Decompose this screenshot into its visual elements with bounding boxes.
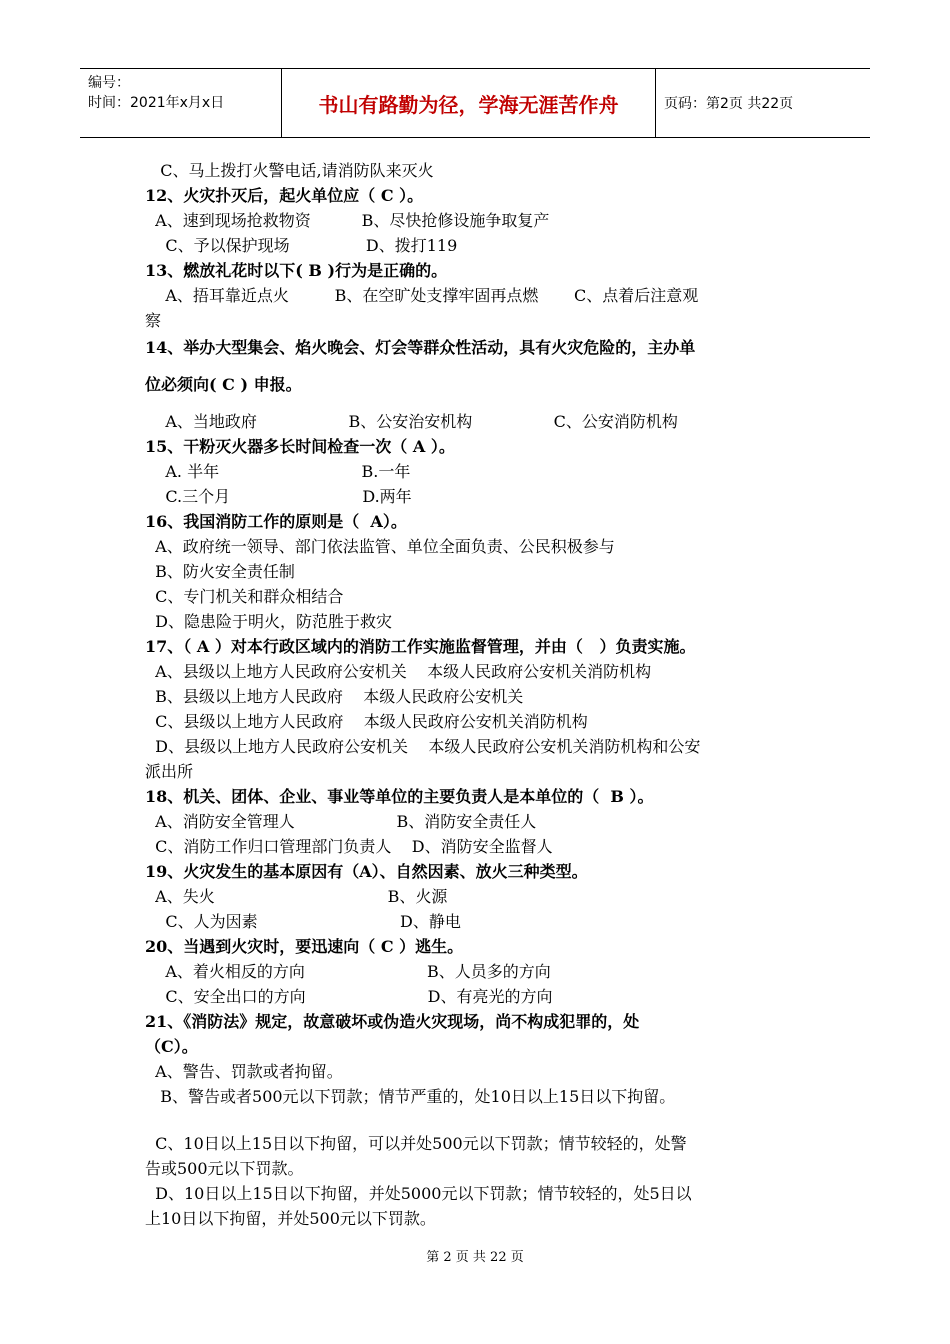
option-line: B、县级以上地方人民政府 本级人民政府公安机关	[145, 687, 524, 706]
option-line: C、人为因素 D、静电	[145, 912, 461, 931]
option-line: A、速到现场抢救物资 B、尽快抢修设施争取复产	[145, 211, 550, 230]
question-19: 19、火灾发生的基本原因有（A）、自然因素、放火三种类型。	[145, 862, 588, 881]
question-15: 15、干粉灭火器多长时间检查一次（ A ）。	[145, 437, 455, 456]
option-line-cont: 察	[145, 311, 162, 330]
option-line: D、10日以上15日以下拘留，并处5000元以下罚款；情节较轻的，处5日以	[145, 1184, 692, 1203]
option-line: C、县级以上地方人民政府 本级人民政府公安机关消防机构	[145, 712, 588, 731]
option-line: A、着火相反的方向 B、人员多的方向	[145, 962, 551, 981]
question-21: 21、《消防法》规定，故意破坏或伪造火灾现场，尚不构成犯罪的，处	[145, 1012, 640, 1031]
option-line: A、警告、罚款或者拘留。	[145, 1062, 343, 1081]
option-line: A、捂耳靠近点火 B、在空旷处支撑牢固再点燃 C、点着后注意观	[145, 286, 699, 305]
option-line: D、县级以上地方人民政府公安机关 本级人民政府公安机关消防机构和公安	[145, 737, 701, 756]
option-line: B、防火安全责任制	[145, 562, 295, 581]
question-18: 18、机关、团体、企业、事业等单位的主要负责人是本单位的（ B ）。	[145, 787, 654, 806]
document-body	[145, 158, 815, 1231]
spacer	[145, 360, 815, 372]
option-line: C、消防工作归口管理部门负责人 D、消防安全监督人	[145, 837, 553, 856]
code-label: 编号：	[88, 75, 130, 91]
option-line: A、县级以上地方人民政府公安机关 本级人民政府公安机关消防机构	[145, 662, 652, 681]
option-line: C、马上拨打火警电话,请消防队来灭火	[145, 161, 434, 180]
option-line: A、消防安全管理人 B、消防安全责任人	[145, 812, 537, 831]
option-line: C.三个月 D.两年	[145, 487, 412, 506]
header-page-info: 页码：第2页 共22页	[664, 96, 794, 112]
question-12: 12、火灾扑灭后，起火单位应（ C ）。	[145, 186, 424, 205]
option-line-cont: 上10日以下拘留，并处500元以下罚款。	[145, 1209, 436, 1228]
spacer	[145, 1109, 815, 1131]
spacer	[145, 397, 815, 409]
page-header	[80, 68, 870, 138]
option-line: A、政府统一领导、部门依法监管、单位全面负责、公民积极参与	[145, 537, 615, 556]
time-label: 时间：2021年x月x日	[88, 95, 225, 111]
question-21-cont: （C）。	[145, 1037, 198, 1056]
header-meta	[80, 69, 282, 137]
option-line-cont: 告或500元以下罚款。	[145, 1159, 304, 1178]
option-line: A、当地政府 B、公安治安机构 C、公安消防机构	[145, 412, 678, 431]
option-line: C、专门机关和群众相结合	[145, 587, 344, 606]
option-line: C、安全出口的方向 D、有亮光的方向	[145, 987, 553, 1006]
option-line-cont: 派出所	[145, 762, 194, 781]
question-17: 17、（ A ）对本行政区域内的消防工作实施监督管理，并由（ ）负责实施。	[145, 637, 696, 656]
question-16: 16、我国消防工作的原则是（ A）。	[145, 512, 407, 531]
option-line: D、隐患险于明火，防范胜于救灾	[145, 612, 393, 631]
option-line: C、10日以上15日以下拘留，可以并处500元以下罚款；情节较轻的，处警	[145, 1134, 687, 1153]
option-line: C、予以保护现场 D、拨打119	[145, 236, 458, 255]
option-line: A、失火 B、火源	[145, 887, 448, 906]
page-footer: 第 2 页 共 22 页	[426, 1250, 524, 1265]
header-motto: 书山有路勤为径，学海无涯苦作舟	[282, 69, 656, 137]
option-line: B、警告或者500元以下罚款；情节严重的，处10日以上15日以下拘留。	[145, 1087, 676, 1106]
question-14-cont: 位必须向( C ) 申报。	[145, 375, 302, 394]
option-line: A. 半年 B.一年	[145, 462, 411, 481]
question-20: 20、当遇到火灾时，要迅速向（ C ）逃生。	[145, 937, 464, 956]
question-13: 13、燃放礼花时以下( B )行为是正确的。	[145, 261, 448, 280]
question-14: 14、举办大型集会、焰火晚会、灯会等群众性活动，具有火灾危险的，主办单	[145, 338, 696, 357]
